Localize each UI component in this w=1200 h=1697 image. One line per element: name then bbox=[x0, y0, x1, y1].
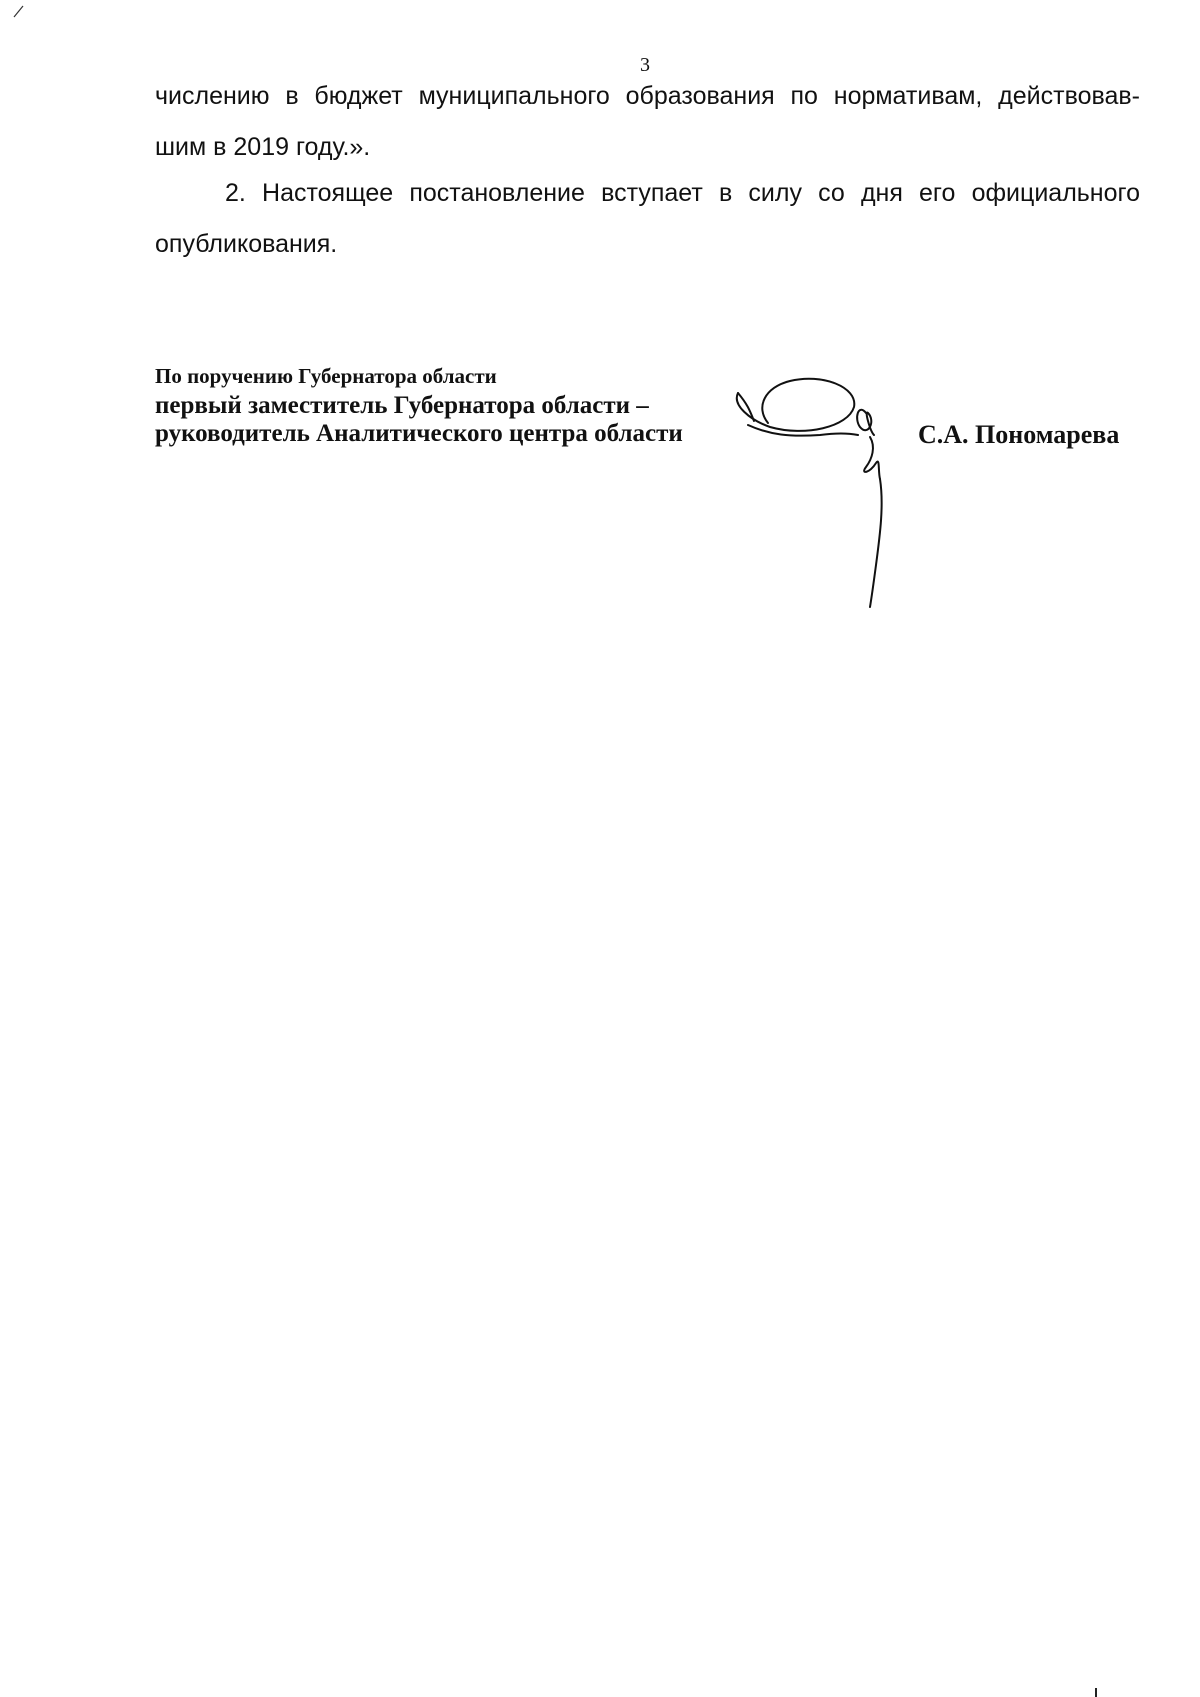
signer-name: С.А. Пономарева bbox=[918, 420, 1120, 449]
paragraph-line-2: шим в 2019 году.». bbox=[155, 133, 371, 161]
signer-position-line-2: руководитель Аналитического центра области bbox=[155, 420, 683, 447]
scan-mark bbox=[12, 4, 26, 18]
paragraph-line-4: опубликования. bbox=[155, 230, 338, 258]
signer-position-line-1: первый заместитель Губернатора области – bbox=[155, 392, 649, 419]
paragraph-line-3: 2. Настоящее постановление вступает в силу со дня его официального bbox=[225, 179, 1140, 207]
signature-on-behalf: По поручению Губернатора области bbox=[155, 364, 497, 388]
page-number: 3 bbox=[640, 54, 650, 76]
handwritten-signature bbox=[730, 375, 930, 615]
paragraph-line-1: числению в бюджет муниципального образования по нормативам, действовав- bbox=[155, 82, 1140, 110]
scan-edge-mark bbox=[1095, 1688, 1097, 1697]
